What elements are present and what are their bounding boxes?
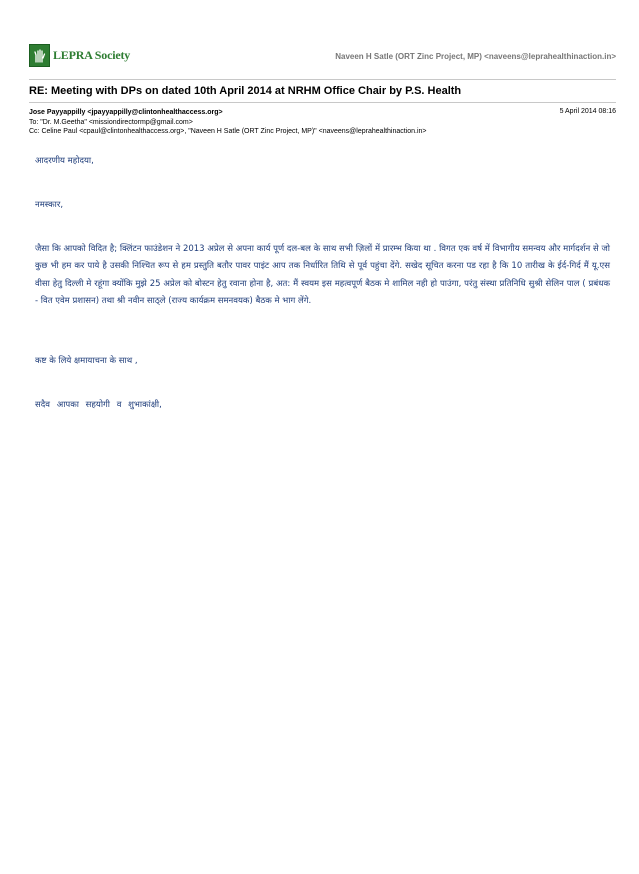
body-signoff: सदैव आपका सहयोगी व शुभाकांक्षी,: [35, 400, 162, 410]
email-date: 5 April 2014 08:16: [559, 108, 616, 115]
email-cc: Cc: Celine Paul <cpaul@clintonhealthaccess.org>, "Naveen H Satle (ORT Zinc Project, MP)" <naveens@leprahealthinaction.in>: [29, 128, 427, 135]
account-label: Naveen H Satle (ORT Zinc Project, MP) <naveens@leprahealthinaction.in>: [335, 52, 616, 61]
header-divider: [29, 79, 616, 80]
email-from: Jose Payyappilly <jpayyappilly@clintonhealthaccess.org>: [29, 109, 223, 116]
lepra-logo: [29, 44, 130, 67]
lepra-hand-icon: [29, 44, 50, 67]
body-greeting: नमस्कार,: [35, 200, 64, 210]
email-subject: RE: Meeting with DPs on dated 10th April 2014 at NRHM Office Chair by P.S. Health: [29, 85, 462, 97]
logo-text: LEPRA Society: [53, 48, 131, 62]
subject-divider: [29, 102, 616, 103]
email-to: To: "Dr. M.Geetha" <missiondirectormp@gmail.com>: [29, 119, 193, 126]
body-closing-apology: कष्ट के लिये क्षमायाचना के साथ ,: [35, 356, 138, 366]
body-salutation: आदरणीय महोदया,: [35, 156, 94, 166]
body-paragraph: जैसा कि आपको विदित है; क्लिंटन फाउंडेशन ने 2013 अप्रेल से अपना कार्य पूर्ण दल-बल के साथ सभी ज़िलों में प्रारम्भ किया था . विगत एक वर्ष में विभागीय समन्वय और मार्गदर्शन से जो कुछ भी हम कर पाये है उसकी निश्चित रूप से हम प्रस्तुति बतौर पावर पाइंट आप तक निर्धारित तिथि से पूर्व पहुंचा देंगे. सखेद सूचित करना पड रहा है कि 10 तारीख के ईर्द-गिर्द मैं यू.एस वीसा हेतु दिल्ली मे रहूंगा क्योंकि मुझे 25 अप्रेल को बोस्टन हेतु रवाना होना है, अत: मैं स्वयम इस महत्वपूर्ण बैठक मे शामिल नही हो पाउंगा, परंतु संस्था प्रतिनिधि सुश्री सेलिन पाल ( प्रबंधक - वित एवेम प्रशासन) तथा श्री नवीन साठ्ले (राज्य कार्यक्रम समनवयक) बैठक मे भाग लेंगे.: [35, 244, 610, 306]
